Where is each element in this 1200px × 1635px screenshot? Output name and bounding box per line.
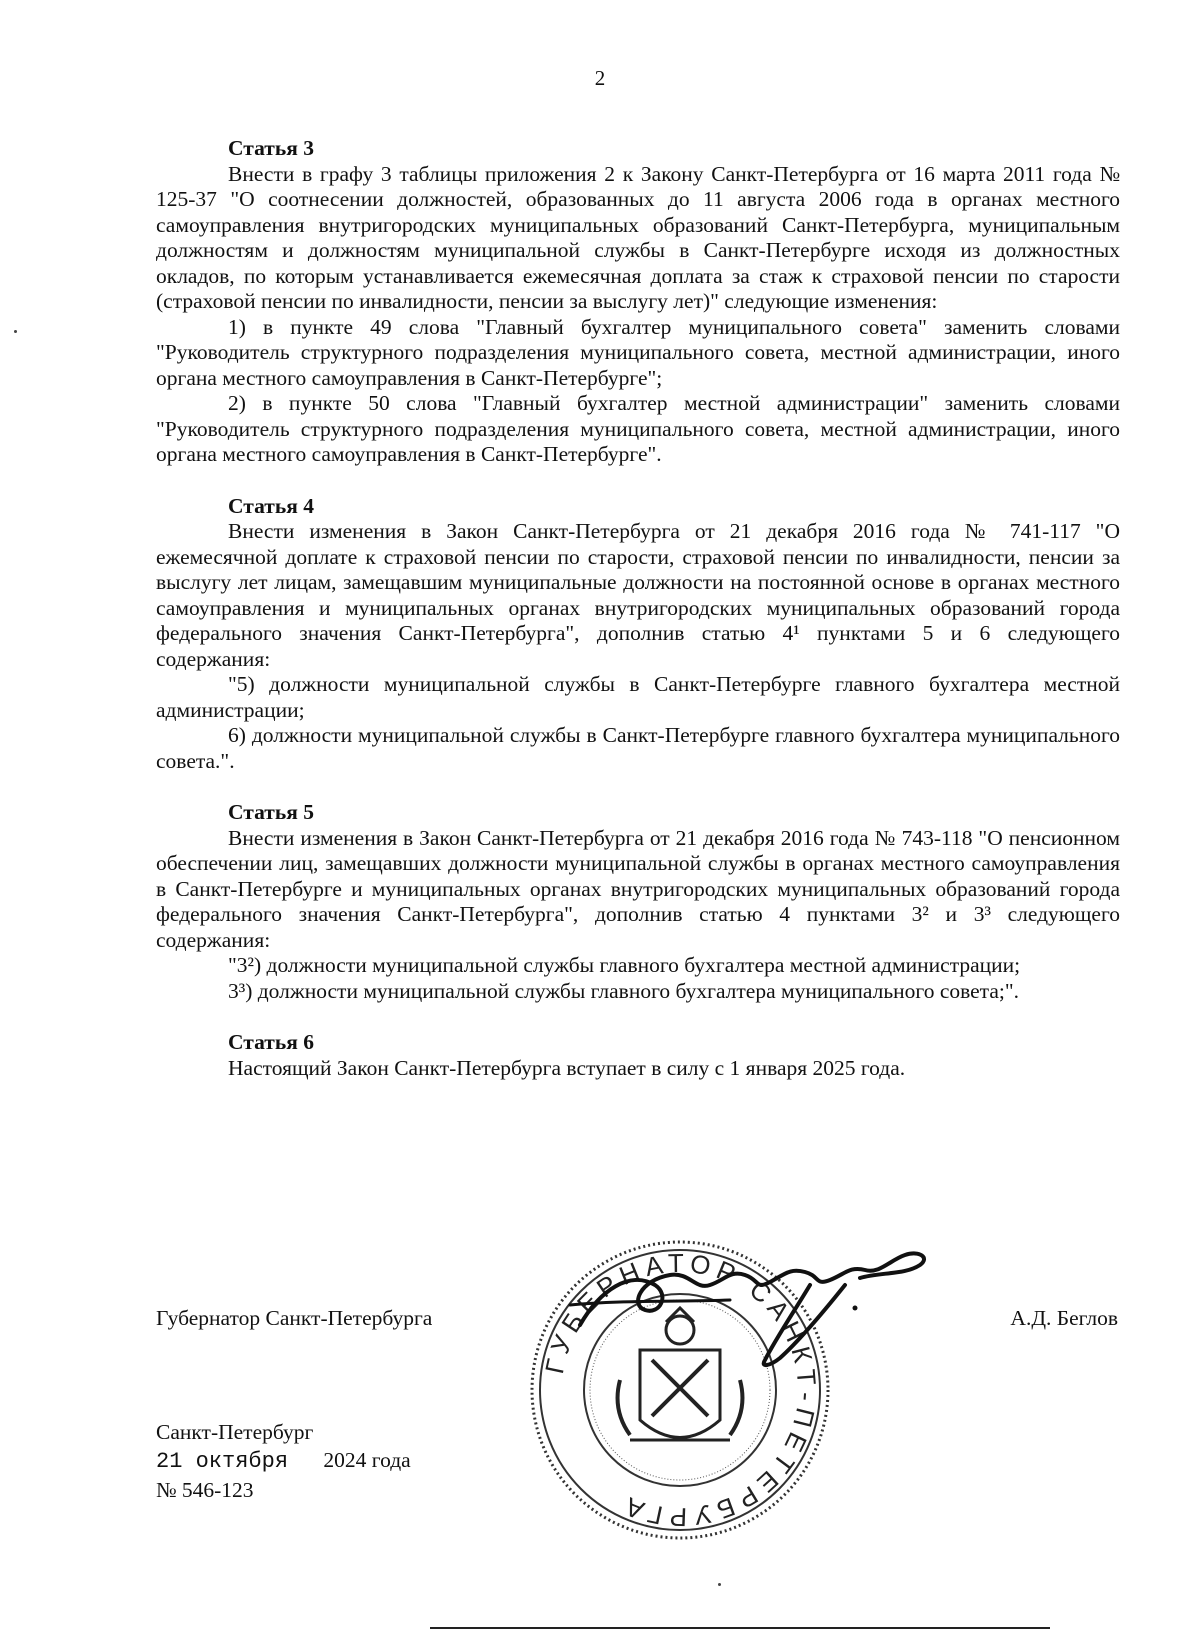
issue-number: [156, 1476, 411, 1504]
article-paragraph: 3³) должности муниципальной службы главного бухгалтера муниципального совета;".: [228, 978, 1020, 1003]
article-paragraph: 1) в пункте 49 слова "Главный бухгалтер муниципального совета" заменить словами "Руководитель структурного подразделения муниципального совета, местной администрации, иного органа местного самоуправления в Санкт-Петербурге";: [156, 314, 1120, 390]
document-body: [156, 136, 1120, 1107]
scan-edge-line: [430, 1627, 1050, 1629]
article-paragraph: "3²) должности муниципальной службы главного бухгалтера местной администрации;: [228, 953, 1021, 977]
article-paragraph: Внести изменения в Закон Санкт-Петербурга от 21 декабря 2016 года № 743-118 "О пенсионном обеспечении лиц, замещавших должности муниципальной службы в органах местного самоуправления в Санкт-Петербурге и муниципальных органах внутригородских муниципальных образований города федерального значения Санкт-Петербурга", дополнив статью 4 пунктами 3² и 3³ следующего содержания:: [156, 825, 1120, 952]
issue-date: 21 октября: [156, 1449, 289, 1474]
article-heading: Статья 6: [228, 1030, 314, 1054]
article-4: [156, 494, 1120, 775]
article-heading: Статья 3: [228, 136, 314, 160]
issue-number-value: № 546-123: [156, 1478, 254, 1502]
article-paragraph: Настоящий Закон Санкт-Петербурга вступает в силу с 1 января 2025 года.: [228, 1055, 906, 1080]
issue-date-line: [156, 1446, 411, 1476]
article-heading: Статья 5: [228, 800, 314, 824]
issue-place: Санкт-Петербург: [156, 1420, 314, 1444]
signatory-name: А.Д. Беглов: [1010, 1306, 1118, 1330]
article-paragraph: Внести изменения в Закон Санкт-Петербурга от 21 декабря 2016 года № 741-117 "О ежемесячной доплате к страховой пенсии по старости, страховой пенсии по инвалидности, пенсии за выслугу лет лицам, замещавшим муниципальные должности на постоянной основе в органах местного самоуправления и муниципальных органах внутригородских муниципальных образований города федерального значения Санкт-Петербурга", дополнив статью 4¹ пунктами 5 и 6 следующего содержания:: [156, 519, 1120, 671]
article-paragraph: "5) должности муниципальной службы в Санкт-Петербурге главного бухгалтера местной администрации;: [156, 672, 1120, 722]
article-heading: Статья 4: [228, 493, 314, 518]
issue-info: [156, 1418, 411, 1504]
scan-speck: [718, 1583, 721, 1586]
scan-speck: [14, 330, 17, 333]
issue-year: 2024 года: [323, 1448, 411, 1472]
article-paragraph: 6) должности муниципальной службы в Санкт-Петербурге главного бухгалтера муниципального совета.".: [156, 723, 1120, 773]
signatory-position: Губернатор Санкт-Петербурга: [156, 1306, 433, 1330]
article-paragraph: 2) в пункте 50 слова "Главный бухгалтер местной администрации" заменить словами "Руководитель структурного подразделения муниципального совета, местной администрации, иного органа местного самоуправления в Санкт-Петербурге".: [156, 391, 1120, 466]
seal-text: ГУБЕРНАТОР САНКТ-ПЕТЕРБУРГА: [539, 1247, 823, 1533]
article-3: [156, 136, 1120, 468]
article-5: [156, 800, 1120, 1004]
article-6: [156, 1030, 1120, 1081]
page-number: 2: [594, 66, 606, 90]
article-paragraph: Внести в графу 3 таблицы приложения 2 к Закону Санкт-Петербурга от 16 марта 2011 года № 125-37 "О соотнесении должностей, образованных до 11 августа 2006 года в органах местного самоуправления внутригородских муниципальных образований Санкт-Петербурга, муниципальным должностям и должностям муниципальной службы в Санкт-Петербурге исходя из должностных окладов, по которым устанавливается ежемесячная доплата за стаж к страховой пенсии по старости (страховой пенсии по инвалидности, пенсии за выслугу лет)" следующие изменения:: [156, 161, 1120, 313]
handwritten-signature: [560, 1230, 940, 1370]
